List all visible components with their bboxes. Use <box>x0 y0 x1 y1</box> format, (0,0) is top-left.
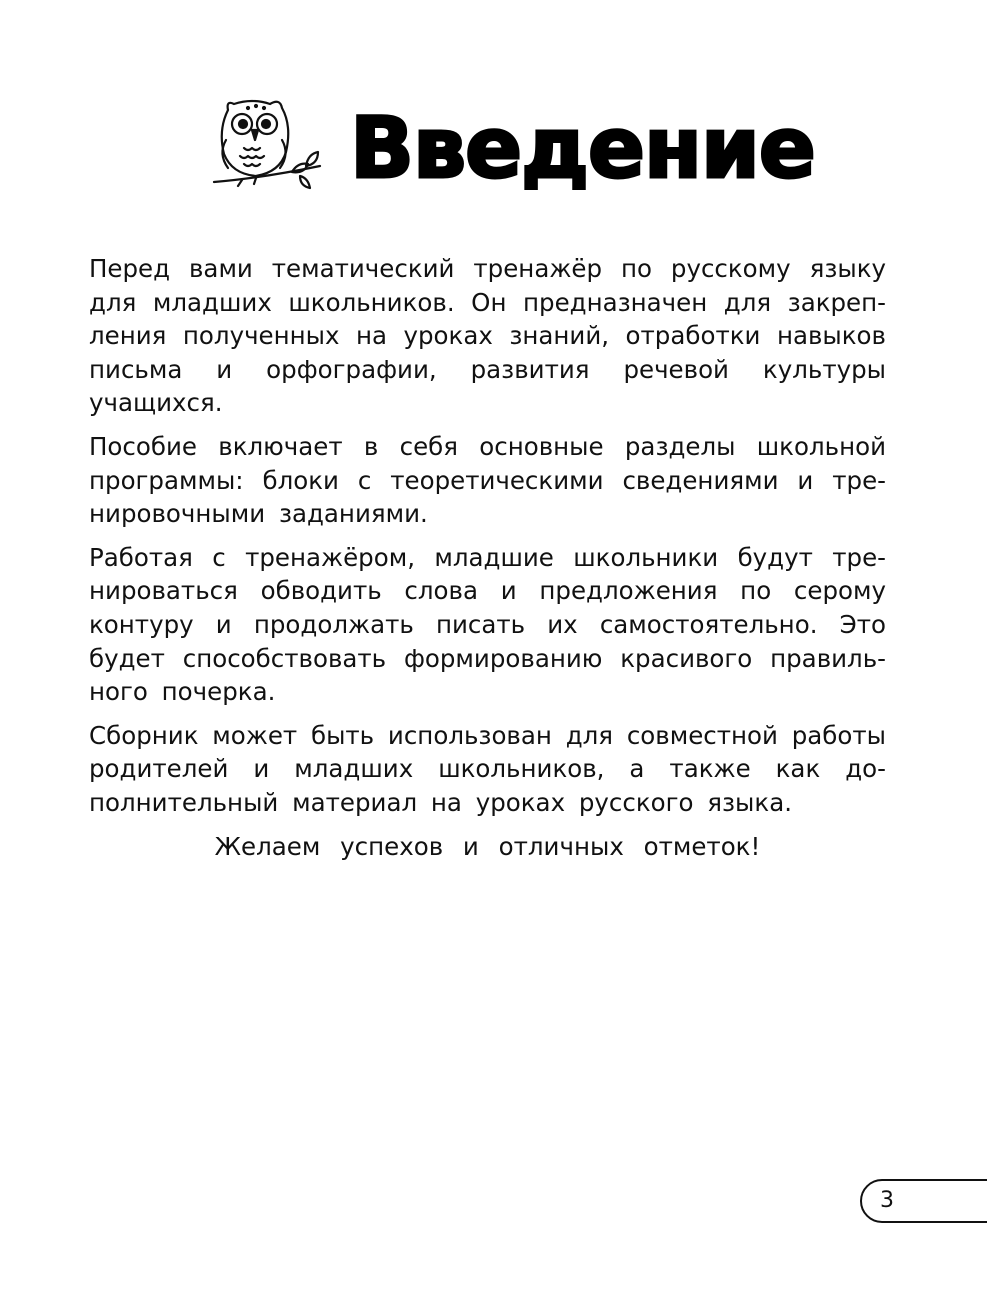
page-title: Введение <box>350 99 815 197</box>
closing-wish: Желаем успехов и отличных отметок! <box>214 831 761 861</box>
page-header <box>0 88 987 208</box>
owl-on-branch-icon <box>212 96 324 196</box>
intro-text <box>89 252 886 863</box>
page-number: 3 <box>880 1188 894 1213</box>
paragraph: Сборник может быть использован для совместной работы родителей и младших школьников, а также как дополнительный материал на уроках русского языка. <box>89 720 887 817</box>
page-number-tab <box>860 1179 987 1223</box>
paragraph: Перед вами тематический тренажёр по русскому языку для младших школьников. Он предназначен для закрепления полученных на уроках знаний, отработки навыков письма и орфографии, развития речевой культуры учащихся. <box>89 254 886 418</box>
paragraph: Работая с тренажёром, младшие школьники будут тренироваться обводить слова и предложения по серому контуру и продолжать писать их самостоятельно. Это будет способствовать формированию красивого правильного почерка. <box>89 542 886 707</box>
paragraph: Пособие включает в себя основные разделы школьной программы: блоки с теоретическими сведениями и тренировочными заданиями. <box>89 431 886 529</box>
